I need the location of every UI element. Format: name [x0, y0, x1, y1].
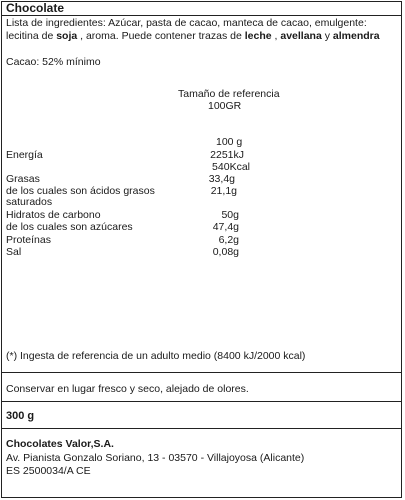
divider-weight — [1, 428, 402, 429]
storage-instructions: Conservar en lugar fresco y seco, alejado de olores. — [6, 383, 249, 395]
nutrient-value: 0,08g — [212, 246, 239, 258]
company-address: Av. Pianista Gonzalo Soriano, 13 - 03570 - Villajoyosa (Alicante) — [6, 452, 305, 464]
nutrient-label: Hidratos de carbono — [6, 209, 101, 221]
reference-portion: 100 g — [216, 136, 243, 148]
nutrient-value: 6,2g — [218, 234, 239, 246]
nutrient-value: 33,4g — [208, 173, 235, 185]
nutrient-label: de los cuales son azúcares — [6, 221, 133, 233]
cacao-content: Cacao: 52% mínimo — [6, 56, 101, 68]
nutrient-label: de los cuales son ácidos grasos — [6, 185, 155, 197]
allergen-avellana: avellana — [280, 30, 322, 42]
reference-heading: Tamaño de referencia — [178, 88, 280, 100]
ingredients-line-2 — [6, 30, 380, 43]
nutrient-label: Energía — [6, 149, 43, 161]
nutrient-value: 540Kcal — [212, 161, 250, 173]
nutrient-label: saturados — [6, 196, 53, 208]
nutrient-value: 50g — [221, 209, 239, 221]
reference-amount: 100GR — [208, 100, 242, 112]
nutrient-label: Proteínas — [6, 234, 51, 246]
ingredients-text: lecitina de — [6, 30, 57, 42]
company-registry: ES 2500034/A CE — [6, 465, 91, 477]
reference-intake-note: (*) Ingesta de referencia de un adulto medio (8400 kJ/2000 kcal) — [6, 350, 306, 362]
divider-title — [1, 15, 402, 16]
product-title: Chocolate — [6, 1, 65, 15]
divider-storage — [1, 401, 402, 402]
divider-note — [1, 372, 402, 373]
ingredients-text: y — [321, 30, 333, 42]
nutrient-value: 47,4g — [212, 221, 239, 233]
net-weight: 300 g — [6, 410, 35, 422]
ingredients-text: , — [271, 30, 281, 42]
nutrient-label: Sal — [6, 246, 22, 258]
allergen-leche: leche — [244, 30, 272, 42]
ingredients-text: , aroma. Puede contener trazas de — [77, 30, 245, 42]
nutrient-value: 2251kJ — [210, 149, 244, 161]
company-name: Chocolates Valor,S.A. — [6, 438, 114, 450]
nutrient-label: Grasas — [6, 173, 40, 185]
ingredients-line-1: Lista de ingredientes: Azúcar, pasta de cacao, manteca de cacao, emulgente: — [6, 17, 367, 29]
allergen-soja: soja — [56, 30, 78, 42]
allergen-almendra: almendra — [332, 30, 380, 42]
nutrient-value: 21,1g — [210, 185, 237, 197]
